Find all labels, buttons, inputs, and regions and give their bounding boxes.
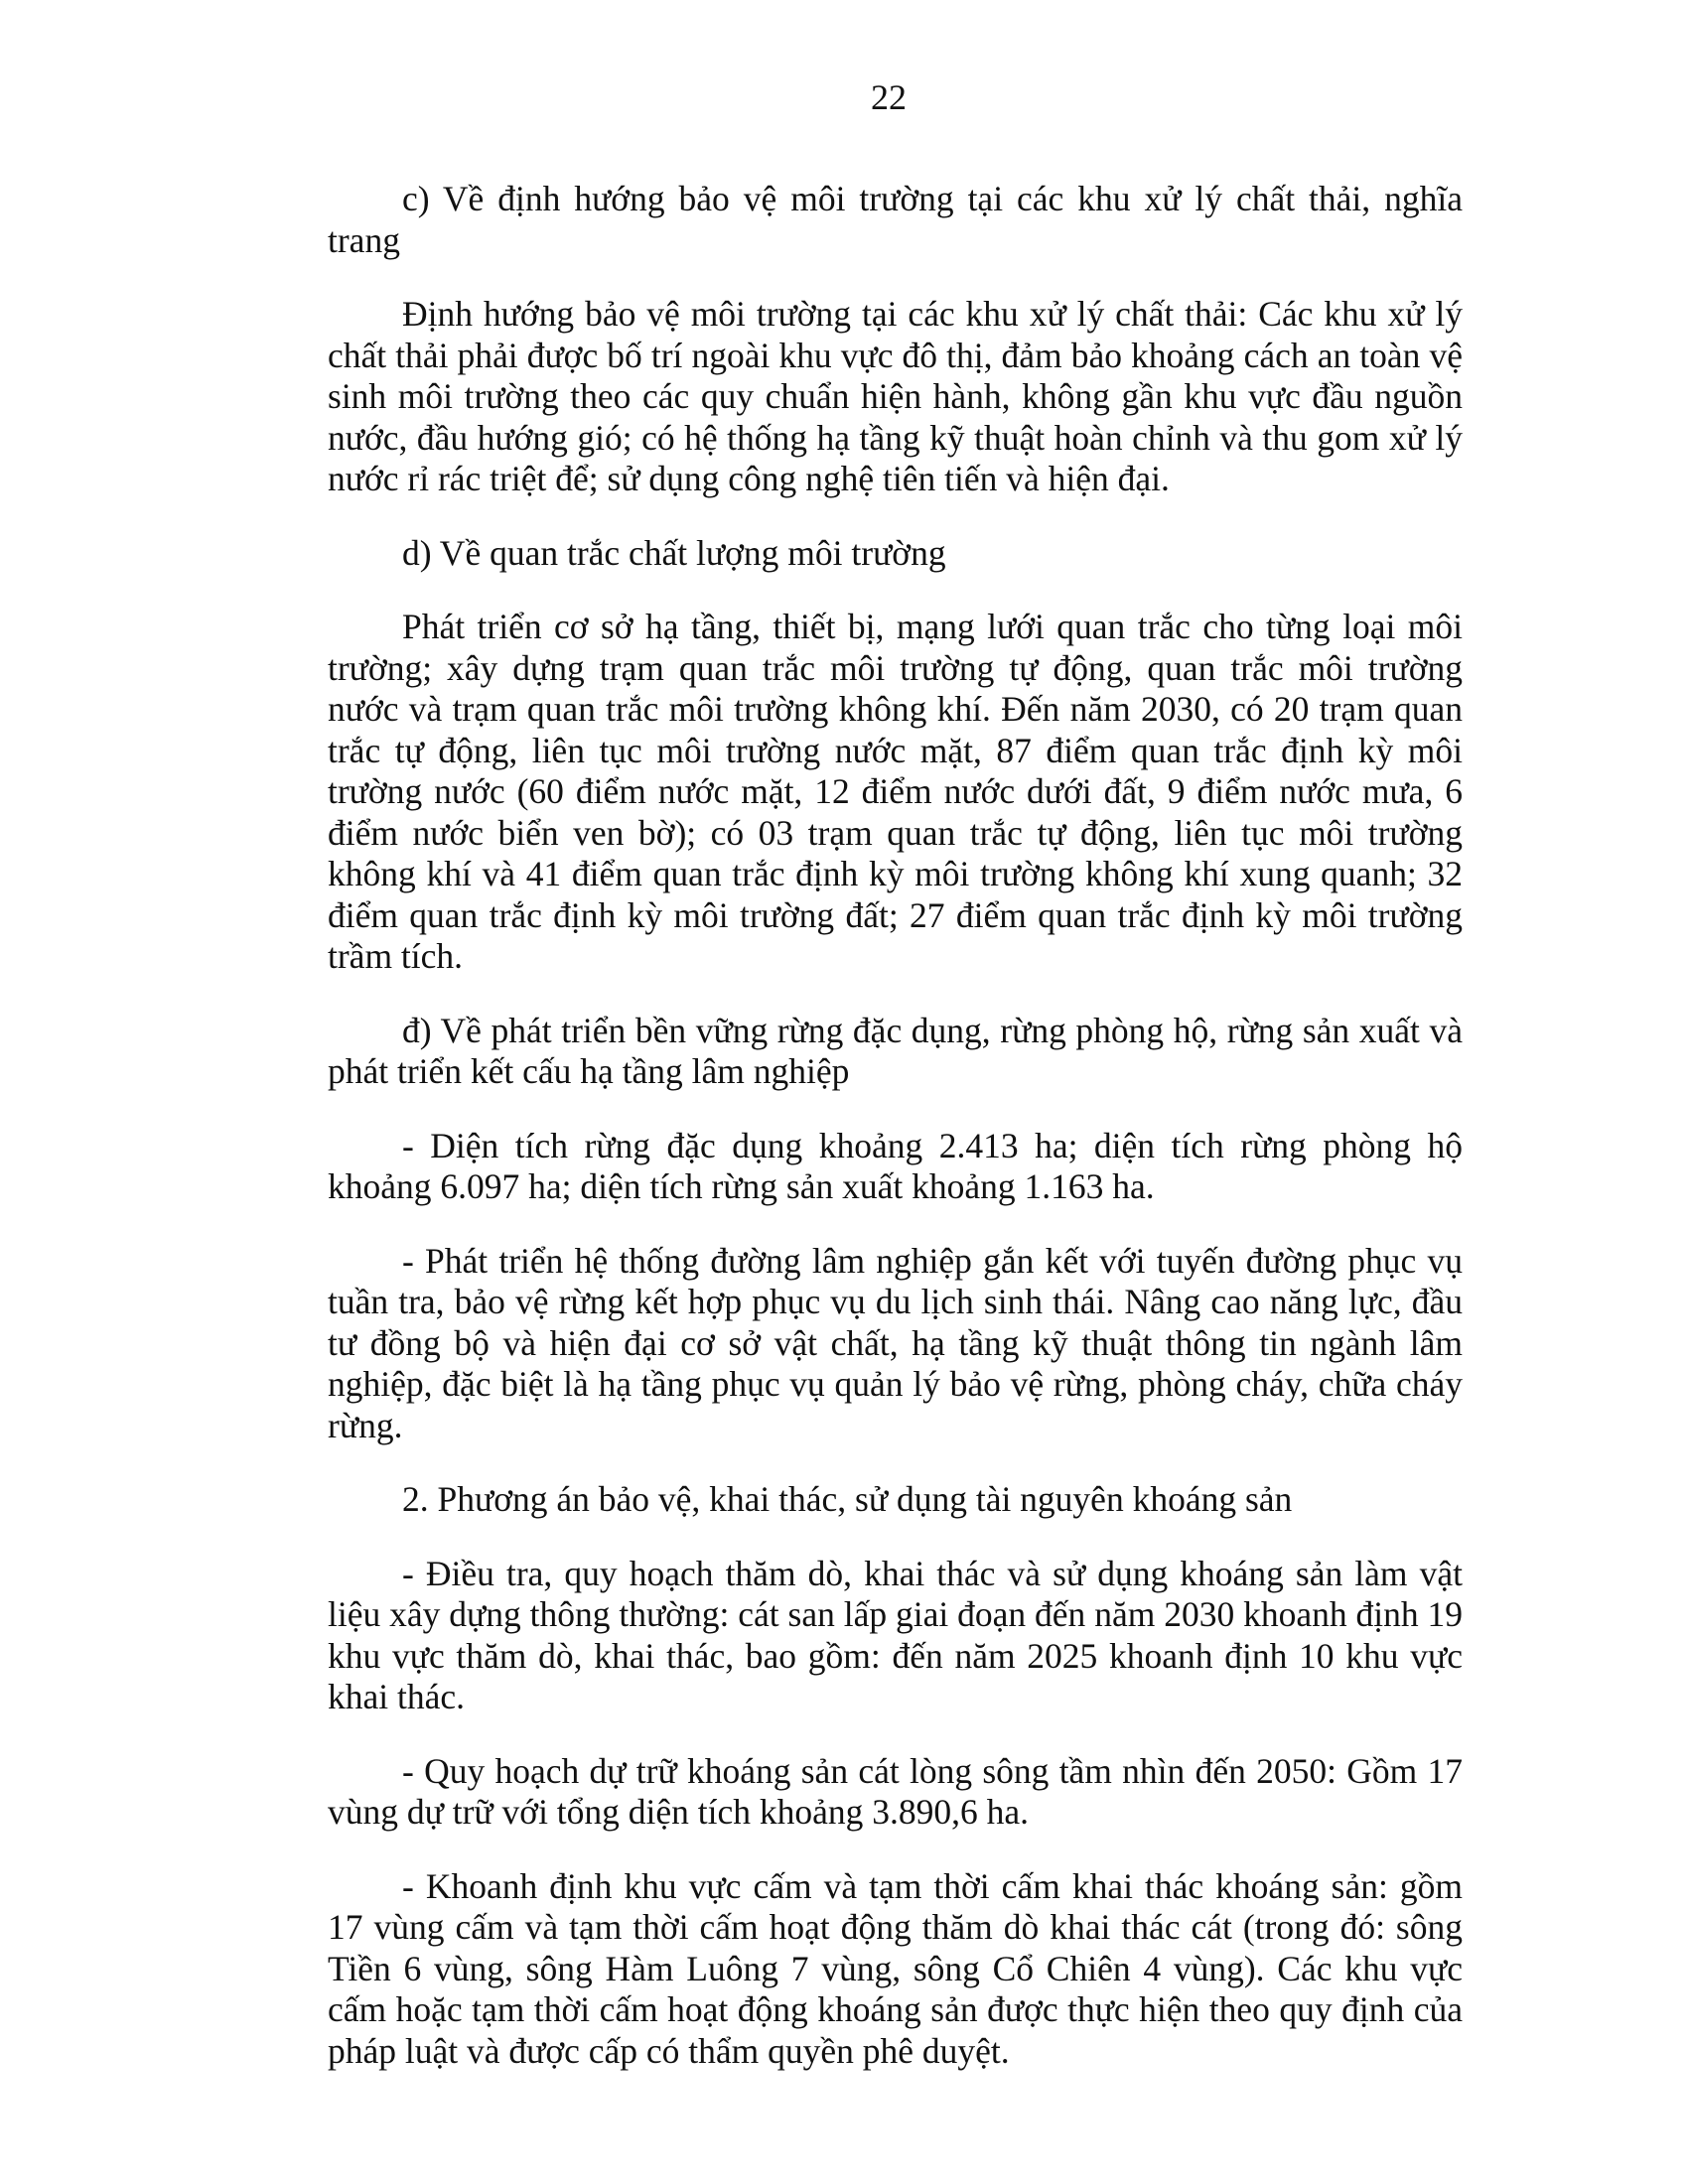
paragraph-waste-treatment: Định hướng bảo vệ môi trường tại các khu xử lý chất thải: Các khu xử lý chất thải phải được bố trí ngoài khu vực đô thị, đảm bảo khoảng cách an toàn vệ sinh môi trường theo các quy chuẩn hiện hành, không gần khu vực đầu nguồn nước, đầu hướng gió; có hệ thống hạ tầng kỹ thuật hoàn chỉnh và thu gom xử lý nước rỉ rác triệt để; sử dụng công nghệ tiên tiến và hiện đại.	[328, 294, 1463, 498]
paragraph-forest-roads: - Phát triển hệ thống đường lâm nghiệp gắn kết với tuyến đường phục vụ tuần tra, bảo vệ rừng kết hợp phục vụ du lịch sinh thái. Nâng cao năng lực, đầu tư đồng bộ và hiện đại cơ sở vật chất, hạ tầng kỹ thuật thông tin ngành lâm nghiệp, đặc biệt là hạ tầng phục vụ quản lý bảo vệ rừng, phòng cháy, chữa cháy rừng.	[328, 1240, 1463, 1445]
section-heading-dd: đ) Về phát triển bền vững rừng đặc dụng, rừng phòng hộ, rừng sản xuất và phát triển kết cấu hạ tầng lâm nghiệp	[328, 1010, 1463, 1091]
section-heading-d: d) Về quan trắc chất lượng môi trường	[402, 532, 946, 573]
section-heading-c: c) Về định hướng bảo vệ môi trường tại các khu xử lý chất thải, nghĩa trang	[328, 179, 1463, 260]
paragraph-sand-reserve: - Quy hoạch dự trữ khoáng sản cát lòng sông tầm nhìn đến 2050: Gồm 17 vùng dự trữ với tổng diện tích khoảng 3.890,6 ha.	[328, 1750, 1463, 1832]
page-number: 22	[871, 77, 907, 117]
paragraph-monitoring: Phát triển cơ sở hạ tầng, thiết bị, mạng lưới quan trắc cho từng loại môi trường; xây dựng trạm quan trắc môi trường tự động, quan trắc môi trường nước và trạm quan trắc môi trường không khí. Đến năm 2030, có 20 trạm quan trắc tự động, liên tục môi trường nước mặt, 87 điểm quan trắc định kỳ môi trường nước (60 điểm nước mặt, 12 điểm nước dưới đất, 9 điểm nước mưa, 6 điểm nước biển ven bờ); có 03 trạm quan trắc tự động, liên tục môi trường không khí và 41 điểm quan trắc định kỳ môi trường không khí xung quanh; 32 điểm quan trắc định kỳ môi trường đất; 27 điểm quan trắc định kỳ môi trường trầm tích.	[328, 607, 1463, 976]
document-body	[328, 179, 1463, 2072]
paragraph-mineral-survey: - Điều tra, quy hoạch thăm dò, khai thác và sử dụng khoáng sản làm vật liệu xây dựng thông thường: cát san lấp giai đoạn đến năm 2030 khoanh định 19 khu vực thăm dò, khai thác, bao gồm: đến năm 2025 khoanh định 10 khu vực khai thác.	[328, 1553, 1463, 1716]
paragraph-restricted-areas: - Khoanh định khu vực cấm và tạm thời cấm khai thác khoáng sản: gồm 17 vùng cấm và tạm thời cấm hoạt động thăm dò khai thác cát (trong đó: sông Tiền 6 vùng, sông Hàm Luông 7 vùng, sông Cổ Chiên 4 vùng). Các khu vực cấm hoặc tạm thời cấm hoạt động khoáng sản được thực hiện theo quy định của pháp luật và được cấp có thẩm quyền phê duyệt.	[328, 1865, 1463, 2071]
paragraph-forest-area: - Diện tích rừng đặc dụng khoảng 2.413 ha; diện tích rừng phòng hộ khoảng 6.097 ha; diện tích rừng sản xuất khoảng 1.163 ha.	[328, 1125, 1463, 1206]
section-heading-2: 2. Phương án bảo vệ, khai thác, sử dụng tài nguyên khoáng sản	[402, 1479, 1293, 1519]
